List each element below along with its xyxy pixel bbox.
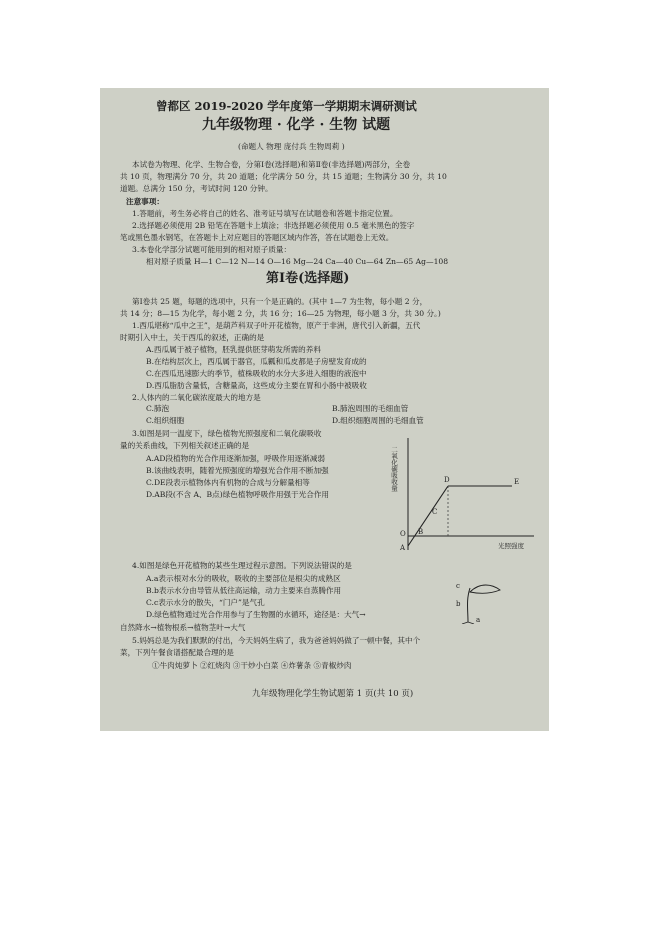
point-label-a: A [400,544,406,552]
point-label-b: B [418,528,424,536]
label-c: c [456,582,460,590]
q2-option: C.肺泡 [146,404,170,413]
q1-option: B.在结构层次上，西瓜属于器官，瓜瓤和瓜皮都是子房壁发育成的 [146,357,367,366]
plant-diagram [448,578,508,624]
q4-option: C.c表示水分的散失，“门户”是气孔 [146,598,265,607]
point-label-d: D [444,476,450,484]
q4-option: A.a表示根对水分的吸收，吸收的主要部位是根尖的成熟区 [146,574,341,583]
graph-x-label: 光照强度 [498,542,524,550]
point-label-e: E [514,478,520,486]
q5-stem: 菜，下列午餐食谱搭配最合理的是 [120,648,234,657]
q4-option-cont: 自然降水→植物根系→植物茎叶→大气 [120,623,246,632]
q2-option: B.肺泡周围的毛细血管 [332,404,409,413]
notes-heading: 注意事项： [126,197,164,206]
co2-light-graph [386,428,536,553]
section-intro: 共 14 分；8—15 为化学，每小题 2 分，共 16 分；16—25 为物理，每小题 3 分，共 30 分。) [120,309,441,318]
q2-stem: 2.人体内的二氧化碳浓度最大的地方是 [132,393,261,402]
curve-segment-ad [408,486,448,546]
q2-option: C.组织细胞 [146,416,185,425]
graph-y-label: 二氧化碳吸收量 [390,446,398,492]
note-line: 2.选择题必须使用 2B 铅笔在答题卡上填涂；非选择题必须使用 0.5 毫米黑色的签字 [132,221,415,230]
exam-page [100,88,549,731]
plant-leaf [470,585,500,593]
q3-option: B.该曲线表明，随着光照强度的增强光合作用不断加强 [146,466,329,475]
plant-stem [468,588,471,622]
exam-title: 曾都区 2019-2020 学年度第一学期期末调研测试 [156,99,417,113]
q3-option: D.AB段(不含 A、B点)绿色植物呼吸作用强于光合作用 [146,490,329,499]
exam-subtitle: 九年级物理 · 化学 · 生物 试题 [202,117,391,133]
label-a: a [476,616,481,624]
note-line: 3.本卷化学部分试题可能用到的相对原子质量： [132,245,292,254]
q3-stem: 量的关系曲线，下列相关叙述正确的是 [120,441,250,450]
q3-stem: 3.如图是同一温度下，绿色植物光照强度和二氧化碳吸收 [132,429,322,438]
q3-option: A.AD段植物的光合作用逐渐加强，呼吸作用逐渐减弱 [146,454,325,463]
q5-stem: 5.妈妈总是为我们默默的付出，今天妈妈生病了，我为爸爸妈妈做了一顿中餐，其中个 [132,636,421,645]
intro-line: 道题。总满分 150 分，考试时间 120 分钟。 [120,184,273,193]
point-label-c: C [432,508,438,516]
section-intro: 第Ⅰ卷共 25 题，每题的选项中，只有一个是正确的。(其中 1—7 为生物，每小题 2 分， [132,297,428,306]
q4-option: D.绿色植物通过光合作用参与了生物圈的水循环，途径是：大气→ [146,610,366,619]
q1-stem: 时期引入中土，关于西瓜的叙述，正确的是 [120,333,265,342]
q4-option: B.b表示水分由导管从低往高运输，动力主要来自蒸腾作用 [146,586,342,595]
q1-option: C.在西瓜迅速膨大的季节，植株吸收的水分大多进入细胞的液泡中 [146,369,367,378]
q1-stem: 1.西瓜堪称“瓜中之王”，是葫芦科双子叶开花植物，原产于非洲，唐代引入新疆，五代 [132,321,421,330]
authors-line: (命题人 物理 庞付兵 生物周莉 ) [238,142,345,151]
atomic-mass-line: 相对原子质量 H—1 C—12 N—14 O—16 Mg—24 Ca—40 Cu—64 Zn—65 Ag—108 [146,257,449,266]
label-b: b [456,600,461,608]
section-title: 第Ⅰ卷(选择题) [266,271,350,286]
q3-option: C.DE段表示植物体内有机物的合成与分解量相等 [146,478,310,487]
intro-line: 共 10 页，物理满分 70 分，共 20 道题；化学满分 50 分，共 15 道题；生物满分 30 分，共 10 [120,172,447,181]
intro-line: 本试卷为物理、化学、生物合卷，分第Ⅰ卷(选择题)和第Ⅱ卷(非选择题)两部分，全卷 [132,160,411,169]
q4-stem: 4.如图是绿色开花植物的某些生理过程示意图。下列说法错误的是 [132,561,352,570]
q2-option: D.组织细胞周围的毛细血管 [332,416,424,425]
note-line: 1.答题前，考生务必将自己的姓名、准考证号填写在试题卷和答题卡指定位置。 [132,209,398,218]
q1-option: D.西瓜脂肪含量低，含糖量高，这些成分主要在胃和小肠中被吸收 [146,381,367,390]
point-label-o: O [400,530,406,538]
page-footer: 九年级物理化学生物试题第 1 页(共 10 页) [252,689,414,699]
note-line: 笔或黑色墨水钢笔，在答题卡上对应题目的答题区域内作答，答在试题卷上无效。 [120,233,394,242]
plant-root [462,622,474,624]
q1-option: A.西瓜属于被子植物，胚乳提供胚芽萌发所需的养料 [146,345,321,354]
q5-options: ①牛肉炖萝卜 ②红烧肉 ③干炒小白菜 ④炸薯条 ⑤青椒炒肉 [152,661,352,670]
